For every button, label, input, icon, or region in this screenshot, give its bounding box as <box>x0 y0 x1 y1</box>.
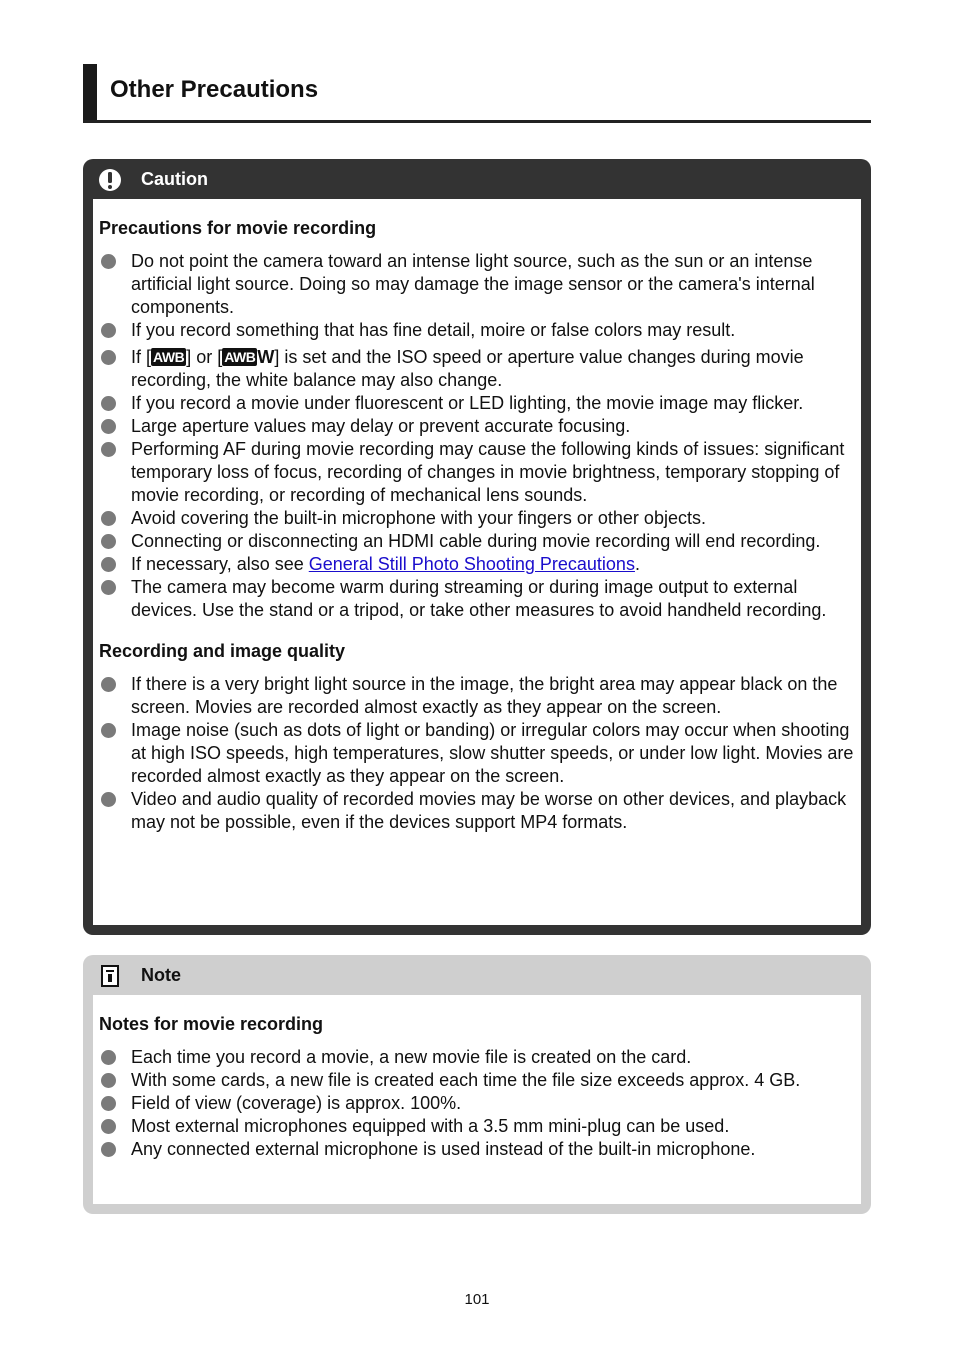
list-item: The camera may become warm during streaming or during image output to external devices. Use the stand or a tripod, or take other measures to avoid handheld recording. <box>99 576 855 622</box>
caution-panel <box>83 159 871 935</box>
recording-quality-heading: Recording and image quality <box>99 641 346 661</box>
caution-header <box>83 159 871 199</box>
awb-icon: AWB <box>153 349 185 365</box>
link-text-prefix: If necessary, also see <box>131 554 309 574</box>
list-item <box>99 553 855 576</box>
page-title-bar <box>83 64 871 123</box>
list-item: Performing AF during movie recording may cause the following kinds of issues: significant temporary loss of focus, recording of changes in movie brightness, temporary stopping of movie recording, or recording of mechanical lens sounds. <box>99 438 855 507</box>
notes-movie-list <box>99 1046 855 1161</box>
general-still-photo-precautions-link[interactable]: General Still Photo Shooting Precautions <box>308 554 635 574</box>
link-text-suffix: . <box>634 554 640 574</box>
recording-quality-list <box>99 673 855 834</box>
movie-precautions-list <box>99 250 855 622</box>
note-icon <box>98 964 122 988</box>
list-item: Most external microphones equipped with a 3.5 mm mini-plug can be used. <box>99 1115 855 1138</box>
movie-precautions-heading: Precautions for movie recording <box>99 218 377 238</box>
list-item: Large aperture values may delay or prevent accurate focusing. <box>99 415 855 438</box>
list-item: Video and audio quality of recorded movies may be worse on other devices, and playback may not be possible, even if the devices support MP4 formats. <box>99 788 855 834</box>
list-item <box>99 346 855 392</box>
caution-body <box>93 199 861 925</box>
notes-movie-heading: Notes for movie recording <box>99 1014 324 1034</box>
awb-text-suffix: ] is set and the ISO speed or aperture value changes during movie recording, the white balance may also change. <box>131 347 804 390</box>
caution-label: Caution <box>141 169 208 189</box>
note-body <box>93 995 861 1204</box>
note-header <box>83 955 871 995</box>
list-item: Each time you record a movie, a new movie file is created on the card. <box>99 1046 855 1069</box>
awb-text-mid: ] or [ <box>186 347 223 367</box>
list-item: If you record something that has fine detail, moire or false colors may result. <box>99 319 855 342</box>
list-item: Image noise (such as dots of light or banding) or irregular colors may occur when shooting at high ISO speeds, high temperatures, slow shutter speeds, or under low light. Movies are recorded almost exactly as they appear on the screen. <box>99 719 855 788</box>
awb-text-prefix: If [ <box>131 347 152 367</box>
note-panel <box>83 955 871 1214</box>
list-item: If you record a movie under fluorescent or LED lighting, the movie image may flicker. <box>99 392 855 415</box>
list-item: Do not point the camera toward an intense light source, such as the sun or an intense artificial light source. Doing so may damage the image sensor or the camera's internal components. <box>99 250 855 319</box>
list-item: Avoid covering the built-in microphone with your fingers or other objects. <box>99 507 855 530</box>
list-item: Field of view (coverage) is approx. 100%. <box>99 1092 855 1115</box>
page-number: 101 <box>464 1291 490 1308</box>
awbw-w-icon: W <box>257 347 275 367</box>
caution-icon <box>98 168 122 192</box>
list-item: If there is a very bright light source in the image, the bright area may appear black on the screen. Movies are recorded almost exactly as they appear on the screen. <box>99 673 855 719</box>
list-item: Any connected external microphone is used instead of the built-in microphone. <box>99 1138 855 1161</box>
note-label: Note <box>141 965 181 985</box>
list-item: With some cards, a new file is created each time the file size exceeds approx. 4 GB. <box>99 1069 855 1092</box>
page-title: Other Precautions <box>110 76 319 103</box>
list-item: Connecting or disconnecting an HDMI cable during movie recording will end recording. <box>99 530 855 553</box>
awbw-icon: AWB <box>224 349 256 365</box>
title-accent-bar <box>83 64 97 120</box>
